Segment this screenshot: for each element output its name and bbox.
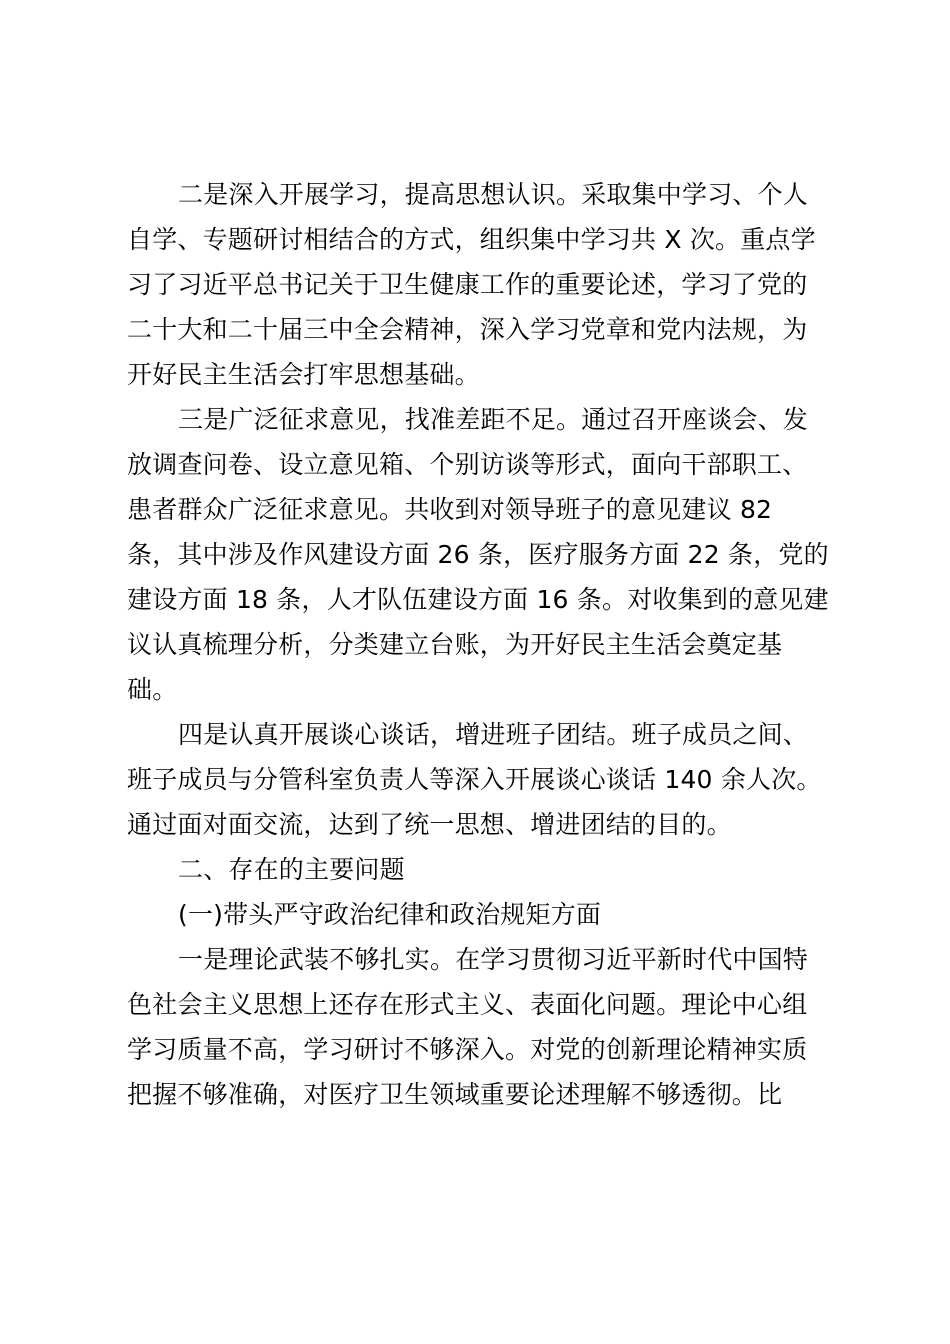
paragraph-line: 把握不够准确，对医疗卫生领域重要论述理解不够透彻。比 bbox=[127, 1080, 783, 1109]
section-heading: 二、存在的主要问题 bbox=[178, 855, 405, 884]
paragraph-line: 一是理论武装不够扎实。在学习贯彻习近平新时代中国特 bbox=[178, 945, 809, 974]
paragraph-line: 色社会主义思想上还存在形式主义、表面化问题。理论中心组 bbox=[127, 990, 808, 1019]
paragraph-line: 二十大和二十届三中全会精神，深入学习党章和党内法规，为 bbox=[127, 315, 808, 344]
paragraph-line: 学习质量不高，学习研讨不够深入。对党的创新理论精神实质 bbox=[127, 1035, 808, 1064]
paragraph-line: 班子成员与分管科室负责人等深入开展谈心谈话 140 余人次。 bbox=[127, 765, 822, 794]
paragraph-line: 议认真梳理分析，分类建立台账，为开好民主生活会奠定基 bbox=[127, 630, 783, 659]
paragraph-line: 自学、专题研讨相结合的方式，组织集中学习共 X 次。重点学 bbox=[127, 225, 816, 254]
paragraph-line: 四是认真开展谈心谈话，增进班子团结。班子成员之间、 bbox=[178, 720, 809, 749]
document-body bbox=[127, 172, 827, 1117]
paragraph-line: 习了习近平总书记关于卫生健康工作的重要论述，学习了党的 bbox=[127, 270, 808, 299]
paragraph-line: 础。 bbox=[127, 675, 178, 704]
paragraph-line: 二是深入开展学习，提高思想认识。采取集中学习、个人 bbox=[178, 180, 809, 209]
paragraph-line: 放调查问卷、设立意见箱、个别访谈等形式，面向干部职工、 bbox=[127, 450, 808, 479]
paragraph-line: 三是广泛征求意见，找准差距不足。通过召开座谈会、发 bbox=[178, 405, 809, 434]
paragraph-line: 条，其中涉及作风建设方面 26 条，医疗服务方面 22 条，党的 bbox=[127, 540, 829, 569]
subsection-heading: (一)带头严守政治纪律和政治规矩方面 bbox=[178, 900, 602, 929]
paragraph-line: 开好民主生活会打牢思想基础。 bbox=[127, 360, 480, 389]
paragraph-line: 患者群众广泛征求意见。共收到对领导班子的意见建议 82 bbox=[127, 495, 773, 524]
paragraph-line: 建设方面 18 条，人才队伍建设方面 16 条。对收集到的意见建 bbox=[127, 585, 829, 614]
paragraph-line: 通过面对面交流，达到了统一思想、增进团结的目的。 bbox=[127, 810, 732, 839]
